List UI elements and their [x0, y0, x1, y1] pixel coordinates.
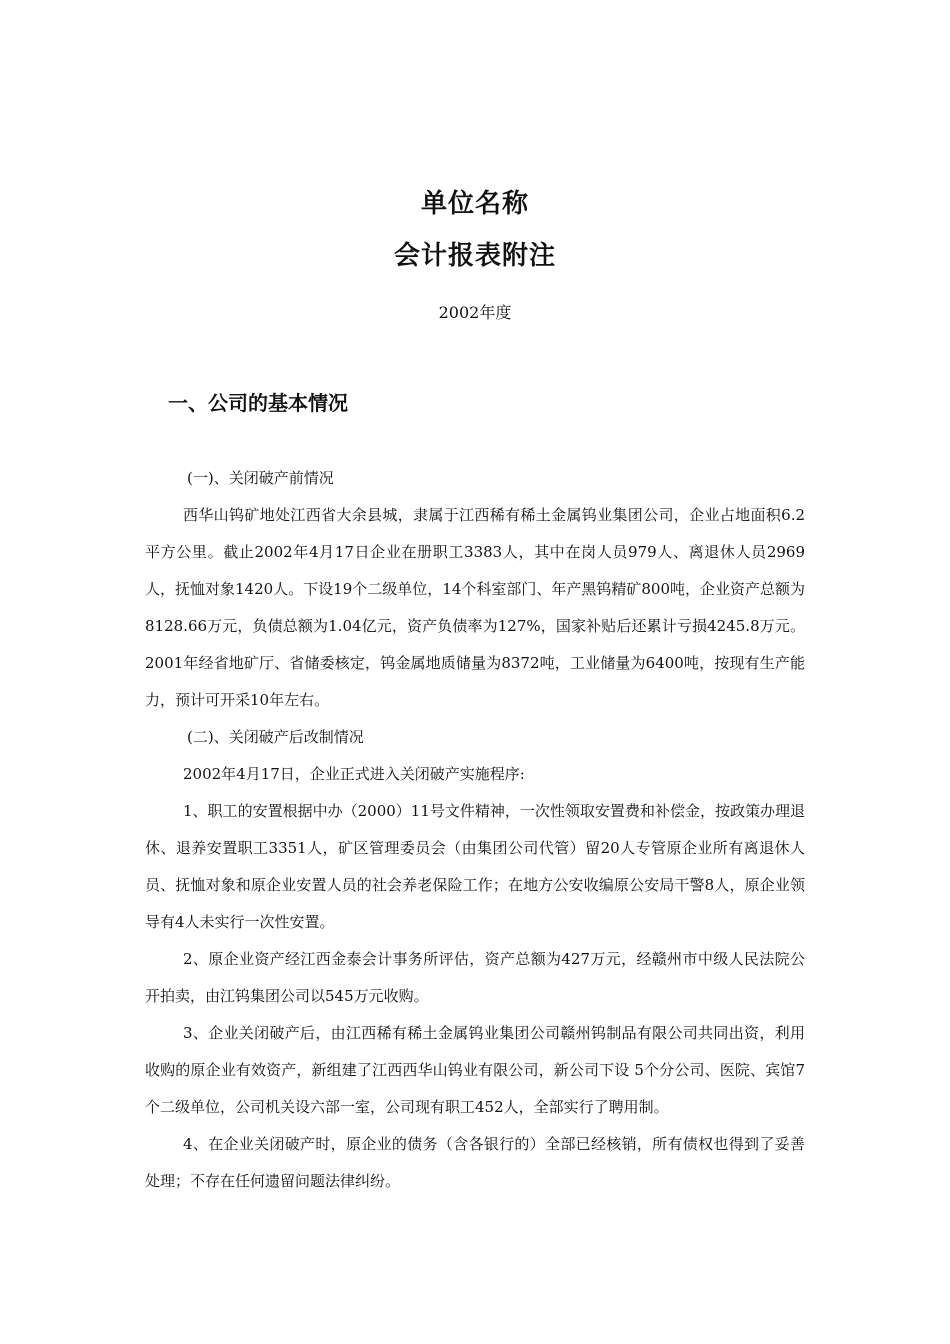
- section-heading: 一、公司的基本情况: [168, 391, 348, 415]
- subsection-heading: (一)、关闭破产前情况: [187, 469, 334, 487]
- paragraph: 1、职工的安置根据中办（2000）11号文件精神，一次性领取安置费和补偿金，按政策办理退休、退养安置职工3351人，矿区管理委员会（由集团公司代管）留20人专管原企业所有离退休人员、抚恤对象和原企业安置人员的社会养老保险工作；在地方公安收编原公安局干警8人，原企业领导有4人未实行一次性安置。: [145, 802, 805, 931]
- subsection-heading: (二)、关闭破产后改制情况: [187, 728, 364, 746]
- report-year: 2002年度: [438, 303, 512, 322]
- paragraph: 西华山钨矿地处江西省大余县城，隶属于江西稀有稀土金属钨业集团公司，企业占地面积6.2平方公里。截止2002年4月17日企业在册职工3383人，其中在岗人员979人、离退休人员2969人，抚恤对象1420人。下设19个二级单位，14个科室部门、年产黑钨精矿800吨，企业资产总额为8128.66万元，负债总额为1.04亿元，资产负债率为127%，国家补贴后还累计亏损4245.8万元。2001年经省地矿厅、省储委核定，钨金属地质储量为8372吨，工业储量为6400吨，按现有生产能力，预计可开采10年左右。: [145, 506, 805, 709]
- document-body: [145, 460, 805, 1200]
- document-title: 单位名称: [420, 189, 529, 219]
- document-subtitle: 会计报表附注: [393, 241, 556, 271]
- paragraph: 4、在企业关闭破产时，原企业的债务（含各银行的）全部已经核销，所有债权也得到了妥善处理；不存在任何遗留问题法律纠纷。: [145, 1135, 805, 1190]
- paragraph: 3、企业关闭破产后，由江西稀有稀土金属钨业集团公司赣州钨制品有限公司共同出资，利用收购的原企业有效资产，新组建了江西西华山钨业有限公司，新公司下设 5个分公司、医院、宾馆7个二级单位，公司机关设六部一室，公司现有职工452人，全部实行了聘用制。: [145, 1024, 805, 1116]
- paragraph: 2、原企业资产经江西金泰会计事务所评估，资产总额为427万元，经赣州市中级人民法院公开拍卖，由江钨集团公司以545万元收购。: [145, 950, 805, 1005]
- paragraph: 2002年4月17日，企业正式进入关闭破产实施程序:: [183, 765, 525, 783]
